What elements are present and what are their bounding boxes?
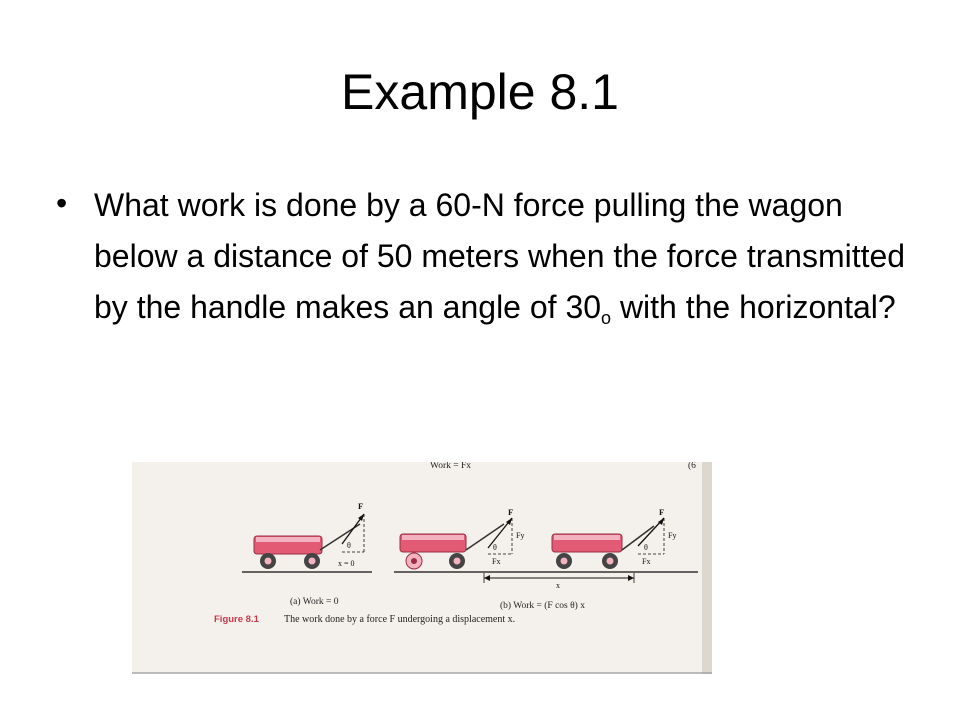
wagon-a-rim	[256, 537, 320, 542]
fx-label-b2: Fx	[642, 557, 651, 566]
wagon-b2-rim	[554, 535, 620, 540]
panel-b-caption: (b) Work = (F cos θ) x	[500, 601, 585, 611]
force-label-b1: F	[508, 507, 514, 517]
theta-label-b1: θ	[493, 543, 497, 552]
theta-label-a: θ	[347, 541, 351, 550]
fy-label-b1: Fy	[516, 531, 525, 540]
force-label-b2: F	[659, 507, 665, 517]
question-part1: What work is done by a 60-N force pulling the wagon below a distance of 50 meters when the force transmitted by the handle makes an angle of 30	[94, 187, 906, 325]
wagon-b1-rim	[402, 535, 464, 540]
bullet-item	[56, 180, 906, 344]
bullet-list	[56, 180, 906, 344]
top-fragment-text: Work = Fx	[430, 462, 472, 471]
figure-caption-label: Figure 8.1	[214, 614, 259, 625]
wagon-b2-hub-rear	[561, 558, 568, 565]
theta-label-b2: θ	[644, 543, 648, 552]
wagon-b2-hub-front	[607, 558, 614, 565]
panel-a-caption: (a) Work = 0	[290, 597, 339, 607]
fx-label-b1: Fx	[492, 557, 501, 566]
wagon-b1-hub-rear	[411, 558, 417, 564]
bullet-marker: •	[56, 185, 68, 221]
degree-superscript: o	[601, 308, 612, 328]
question-text	[94, 180, 906, 344]
page-edge	[702, 462, 712, 674]
figure-caption-text: The work done by a force F undergoing a displacement x.	[284, 614, 516, 625]
force-label-a: F	[358, 501, 364, 511]
x-displacement-label: x	[556, 581, 560, 590]
textbook-figure	[132, 462, 712, 674]
corner-fragment-text: (6	[688, 462, 696, 471]
wagon-a-hub-rear	[265, 558, 272, 565]
question-part2: with the horizontal?	[611, 289, 896, 325]
fy-label-b2: Fy	[668, 531, 677, 540]
x-zero-label: x = 0	[338, 559, 355, 568]
wagon-b1-hub-front	[454, 558, 461, 565]
figure-svg	[132, 462, 712, 674]
paper-background	[132, 462, 712, 674]
wagon-a-hub-front	[309, 558, 316, 565]
slide-title: Example 8.1	[341, 64, 619, 120]
